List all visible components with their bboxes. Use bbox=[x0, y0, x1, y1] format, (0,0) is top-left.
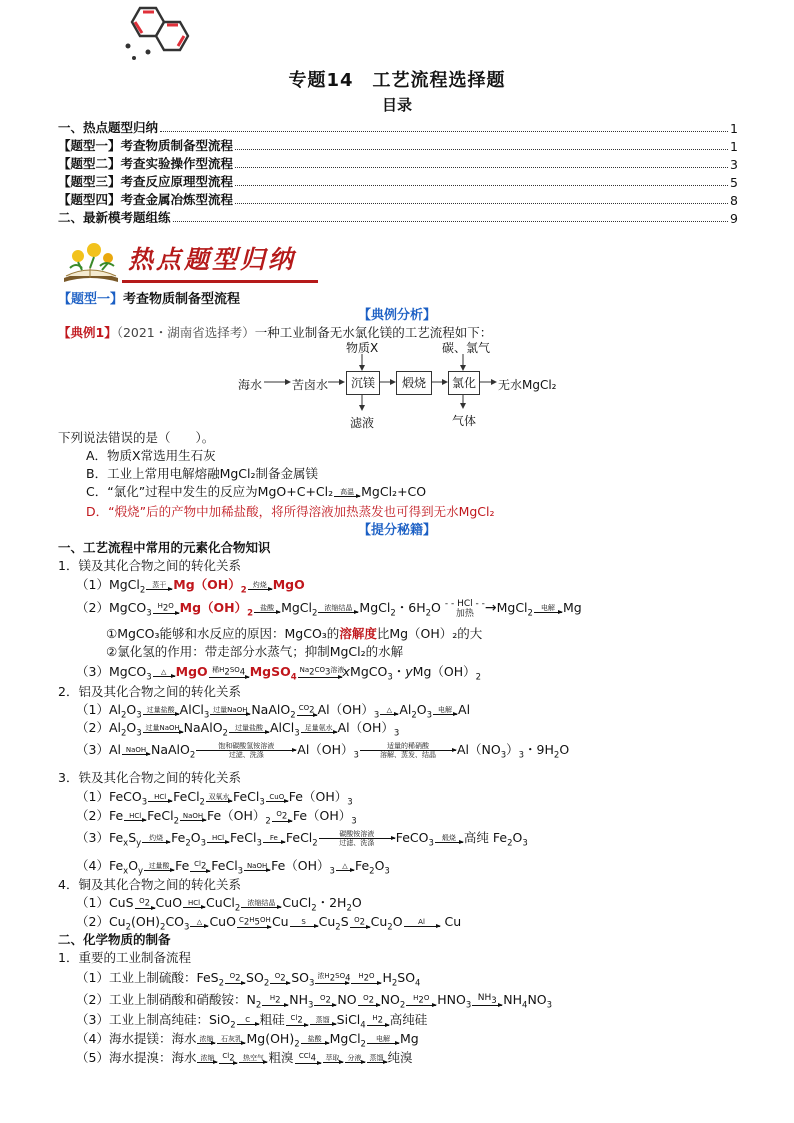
mg-note-1: ①MgCO₃能够和水反应的原因：MgCO₃的溶解度比Mg（OH）₂的大 bbox=[106, 626, 483, 641]
option-b[interactable]: B．工业上常用电解熔融MgCl₂制备金属镁 bbox=[86, 466, 319, 481]
industry-line-2: （2）工业上制硝酸和硝酸铵：$N_2$ $H_2$ $NH_3$ $O_2$ NO $O_2$ $NO_2$ $H_2O$ $HNO_3$ $NH_3$ $NH_4NO_3$ bbox=[76, 992, 553, 1011]
question-type-heading: 【题型一】考查物质制备型流程 bbox=[58, 292, 241, 307]
mg-line-2: （2）MgCO$_3$ $H_2O$ $Mg(OH)_2$ 盐酸 MgCl$_2$ 浓缩结晶 MgCl$_2$・$6H_2O$ - - HCl - - 加热 →MgCl$_2$ 电解 Mg bbox=[76, 598, 582, 619]
al-subtitle: 2．铝及其化合物之间的转化关系 bbox=[58, 684, 241, 699]
example-stem: 【典例1】（2021・湖南省选择考）一种工业制备无水氯化镁的工艺流程如下： bbox=[58, 325, 493, 340]
page-title: 专题14 工艺流程选择题 bbox=[288, 70, 506, 91]
flow-input-c-cl2: 碳、氯气 bbox=[442, 341, 491, 355]
mg-line-1: （1）MgCl$_2$ 蒸干 $Mg(OH)_2$ 灼烧 MgO bbox=[76, 577, 305, 596]
option-d[interactable]: D．“煅烧”后的产物中加稀盐酸，将所得溶液加热蒸发也可得到无水MgCl₂ bbox=[86, 504, 495, 519]
option-a[interactable]: A．物质X常选用生石灰 bbox=[86, 448, 216, 463]
section-2-title: 二、化学物质的制备 bbox=[58, 932, 171, 947]
fe-line-4: $(4)Fe_xO_y$ 过量酸 Fe $Cl_2$ FeCl$_3$ NaOH $Fe(OH)_3$ △ $Fe_2O_3$ bbox=[76, 858, 390, 877]
flow-step-calcine: 煅烧 bbox=[396, 371, 432, 395]
flow-arrows bbox=[230, 350, 530, 420]
mg-subtitle: 1．镁及其化合物之间的转化关系 bbox=[58, 558, 241, 573]
toc-entry[interactable]: 一、热点题型归纳 1 bbox=[58, 120, 738, 136]
flow-step-chlorinate: 氯化 bbox=[448, 371, 480, 395]
table-of-contents bbox=[58, 118, 738, 226]
flow-brine: 苦卤水 bbox=[292, 378, 329, 392]
flow-product: 无水MgCl₂ bbox=[498, 378, 557, 392]
flow-input-x: 物质X bbox=[346, 341, 379, 355]
flow-seawater: 海水 bbox=[238, 378, 263, 392]
toc-heading: 目录 bbox=[381, 96, 412, 114]
al-line-2: $(2)Al_2O_3$ 过量NaOH NaAlO$_2$ 过量盐酸 AlCl$_3$ 足量氨水 $Al(OH)_3$ bbox=[76, 720, 400, 739]
flow-filtrate: 滤液 bbox=[350, 416, 375, 430]
fe-subtitle: 3．铁及其化合物之间的转化关系 bbox=[58, 770, 241, 785]
fe-line-1: （1）FeCO$_3$ HCl FeCl$_2$ 双氧水 FeCl$_3$ CuO $Fe(OH)_3$ bbox=[76, 789, 353, 808]
industry-line-5: （5）海水提溴：海水 浓缩 $Cl_2$ 热空气 粗溴 CCl$_4$ 萃取 分液 蒸馏 纯溴 bbox=[76, 1050, 413, 1065]
flow-step-precipitate: 沉镁 bbox=[346, 371, 380, 395]
question-prompt: 下列说法错误的是（ ）。 bbox=[58, 430, 215, 445]
section-banner-title: 热点题型归纳 bbox=[128, 245, 297, 274]
naphthalene-logo-icon bbox=[118, 0, 198, 64]
industry-line-1: （1）工业上制硫酸：FeS$_2$ $O_2$ $SO_2$ $O_2$ $SO_3$ 浓$H_2SO_4$ $H_2O$ $H_2SO_4$ bbox=[76, 970, 421, 989]
analysis-heading: 【典例分析】 bbox=[357, 308, 436, 323]
toc-entry[interactable]: 【题型二】考查实验操作型流程 3 bbox=[58, 156, 738, 172]
cu-line-2: $(2)Cu_2(OH)_2CO_3$ △ CuO $C_2H_5OH$ Cu S $Cu_2S$ $O_2$ $Cu_2O$ Al Cu bbox=[76, 914, 462, 933]
al-line-1: $(1)Al_2O_3$ 过量盐酸 AlCl$_3$ 过量NaOH NaAlO$_2$ $CO_2$ $Al(OH)_3$ △ $Al_2O_3$ 电解 Al bbox=[76, 702, 471, 721]
flow-gas: 气体 bbox=[452, 414, 477, 428]
toc-entry[interactable]: 【题型三】考查反应原理型流程 5 bbox=[58, 174, 738, 190]
toc-entry[interactable]: 【题型四】考查金属冶炼型流程 8 bbox=[58, 192, 738, 208]
toc-entry[interactable]: 【题型一】考查物质制备型流程 1 bbox=[58, 138, 738, 154]
industry-line-3: （3）工业上制高纯硅：SiO$_2$ C 粗硅 $Cl_2$ 蒸馏 SiCl$_4$ $H_2$ 高纯硅 bbox=[76, 1012, 428, 1031]
mg-line-3: （3）MgCO$_3$ △ MgO 稀$H_2SO_4$ MgSO$_4$ $Na_2CO_3$溶液 xMgCO$_3$・$yMg(OH)_2$ bbox=[76, 664, 482, 683]
section-1-title: 一、工艺流程中常用的元素化合物知识 bbox=[58, 540, 271, 555]
cu-subtitle: 4．铜及其化合物之间的转化关系 bbox=[58, 877, 241, 892]
fe-line-3: $(3)Fe_xS_y$ 灼烧 $Fe_2O_3$ HCl FeCl$_3$ Fe FeCl$_2$ 碳酸铵溶液 过滤、洗涤 FeCO$_3$ 煅烧 高纯 $Fe_2O_3$ bbox=[76, 829, 528, 849]
banner-underline bbox=[122, 280, 318, 283]
mg-note-2: ②氯化氢的作用：带走部分水蒸气；抑制MgCl₂的水解 bbox=[106, 644, 404, 659]
industrial-subtitle: 1．重要的工业制备流程 bbox=[58, 950, 191, 965]
industry-line-4: （4）海水提镁：海水 浓缩 石灰乳 $Mg(OH)_2$ 盐酸 MgCl$_2$ 电解 Mg bbox=[76, 1031, 419, 1050]
toc-entry[interactable]: 二、最新模考题组练 9 bbox=[58, 210, 738, 226]
fe-line-2: （2）Fe HCl FeCl$_2$ NaOH $Fe(OH)_2$ $O_2$ $Fe(OH)_3$ bbox=[76, 808, 357, 827]
option-c[interactable]: C．“氯化”过程中发生的反应为MgO+C+Cl₂ 高温 MgCl₂+CO bbox=[86, 484, 427, 499]
al-line-3: （3）Al NaOH NaAlO$_2$ 饱和碳酸氢铵溶液 过滤、洗涤 $Al(OH)_3$ 适量的稀硝酸 溶解、蒸发、结晶 $Al(NO_3)_3$・$9H_2O$ bbox=[76, 741, 570, 761]
tips-heading: 【提分秘籍】 bbox=[357, 523, 436, 538]
cu-line-1: （1）CuS $O_2$ CuO HCl CuCl$_2$ 浓缩结晶 CuCl$_2$・$2H_2O$ bbox=[76, 895, 362, 914]
